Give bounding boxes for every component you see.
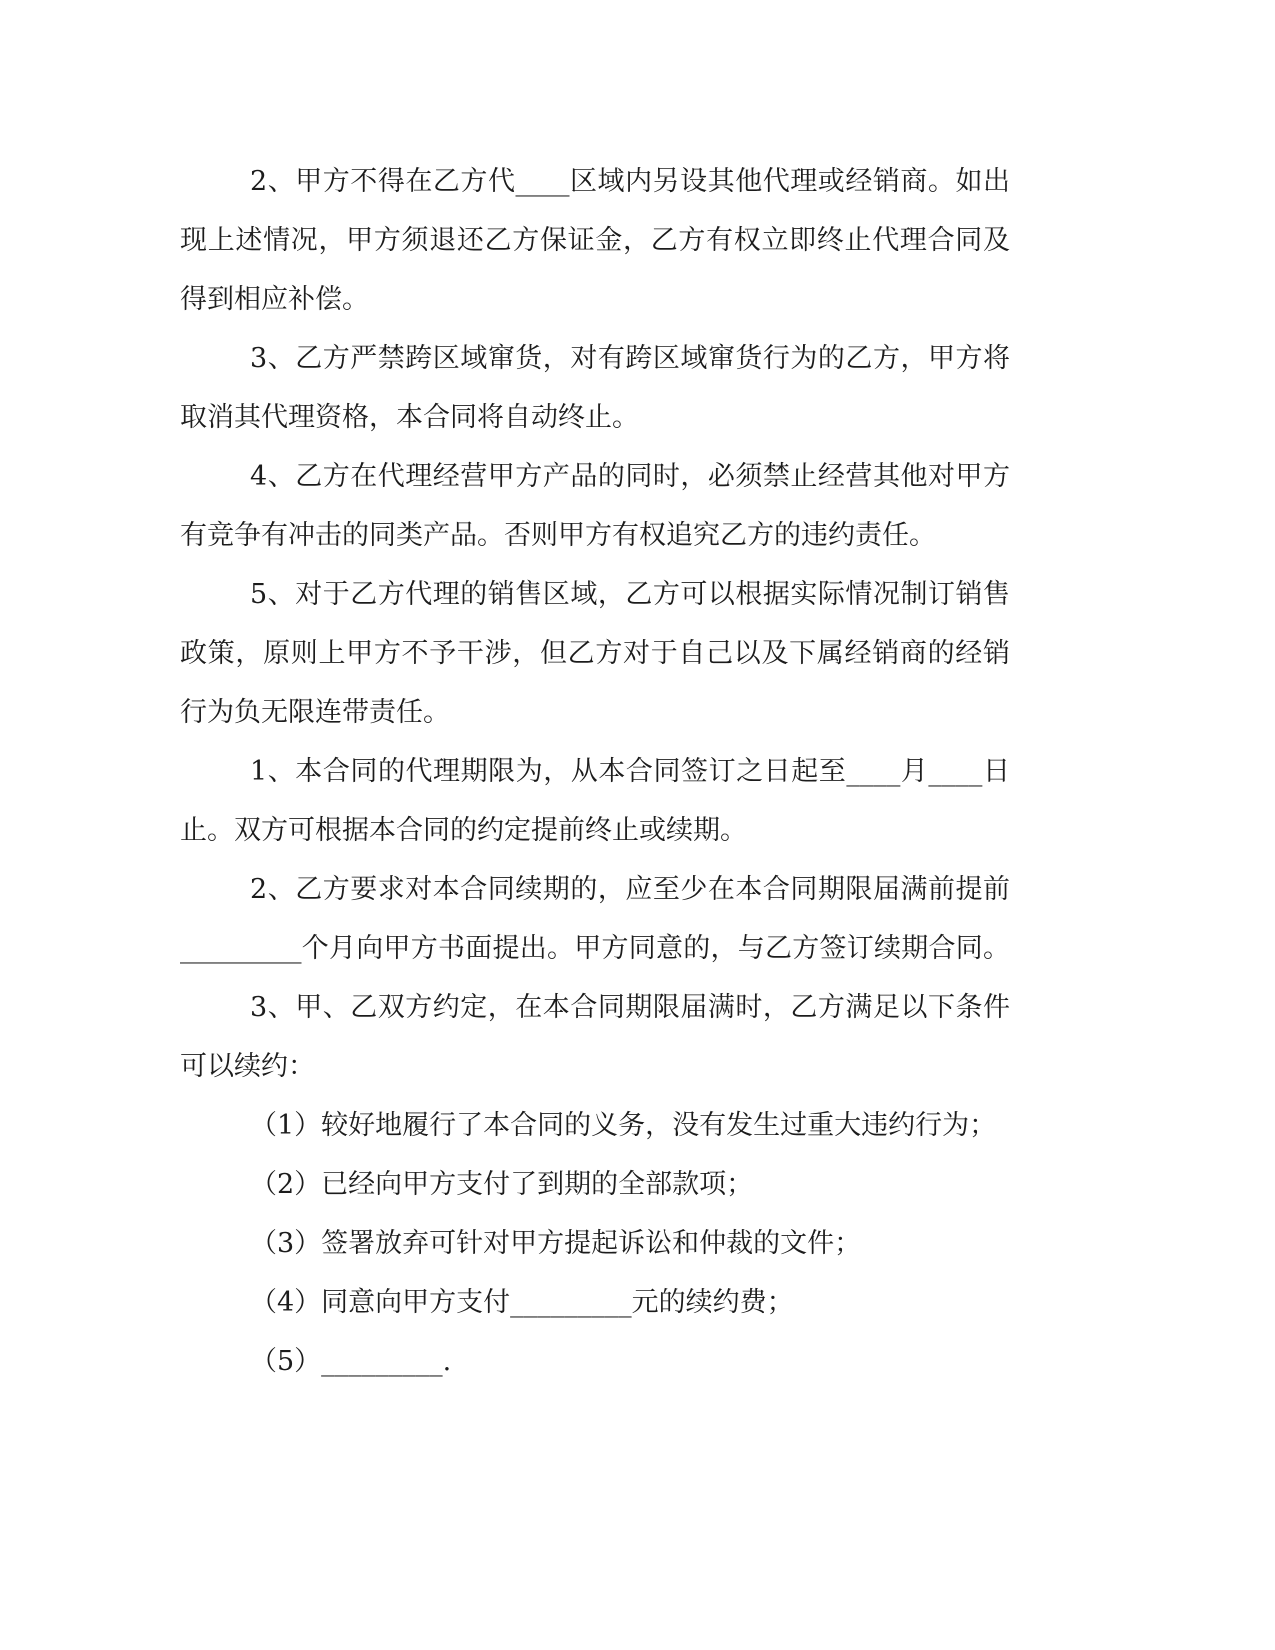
- paragraph-line: 政策，原则上甲方不予干涉，但乙方对于自己以及下属经销商的经销: [180, 638, 1010, 669]
- contract-body: [180, 152, 1010, 1391]
- paragraph-line: 4、乙方在代理经营甲方产品的同时，必须禁止经营其他对甲方: [250, 461, 1010, 492]
- paragraph-line: 2、乙方要求对本合同续期的，应至少在本合同期限届满前提前: [250, 874, 1010, 905]
- paragraph-line: 得到相应补偿。: [180, 284, 369, 315]
- clause-exclusive-territory: [180, 152, 1010, 329]
- paragraph-line: 3、乙方严禁跨区域窜货，对有跨区域窜货行为的乙方，甲方将: [250, 343, 1010, 374]
- list-item: （3）签署放弃可针对甲方提起诉讼和仲裁的文件；: [250, 1228, 862, 1259]
- paragraph-line: 2、甲方不得在乙方代____区域内另设其他代理或经销商。如出: [250, 166, 1010, 197]
- paragraph-line: 可以续约：: [180, 1051, 315, 1082]
- paragraph-line: 取消其代理资格，本合同将自动终止。: [180, 402, 639, 433]
- paragraph-line: 5、对于乙方代理的销售区域，乙方可以根据实际情况制订销售: [250, 579, 1010, 610]
- paragraph-line: 止。双方可根据本合同的约定提前终止或续期。: [180, 815, 747, 846]
- paragraph-line: 现上述情况，甲方须退还乙方保证金，乙方有权立即终止代理合同及: [180, 225, 1010, 256]
- clause-renewal-conditions: [180, 978, 1010, 1096]
- clause-cross-region-sales: [180, 329, 1010, 447]
- list-item: （1）较好地履行了本合同的义务，没有发生过重大违约行为；: [250, 1110, 997, 1141]
- paragraph-line: 行为负无限连带责任。: [180, 697, 450, 728]
- list-item: （2）已经向甲方支付了到期的全部款项；: [250, 1169, 754, 1200]
- list-item: （4）同意向甲方支付_________元的续约费；: [250, 1287, 794, 1318]
- list-item: （5）_________.: [250, 1346, 452, 1377]
- clause-competing-products: [180, 447, 1010, 565]
- paragraph-line: 1、本合同的代理期限为，从本合同签订之日起至____月____日: [250, 756, 1010, 787]
- paragraph-line: 3、甲、乙双方约定，在本合同期限届满时，乙方满足以下条件: [250, 992, 1010, 1023]
- paragraph-line: _________个月向甲方书面提出。甲方同意的，与乙方签订续期合同。: [180, 933, 1010, 964]
- paragraph-line: 有竞争有冲击的同类产品。否则甲方有权追究乙方的违约责任。: [180, 520, 936, 551]
- renewal-conditions-list: [180, 1096, 1010, 1391]
- clause-renewal-request: [180, 860, 1010, 978]
- clause-agency-term: [180, 742, 1010, 860]
- clause-sales-policy: [180, 565, 1010, 742]
